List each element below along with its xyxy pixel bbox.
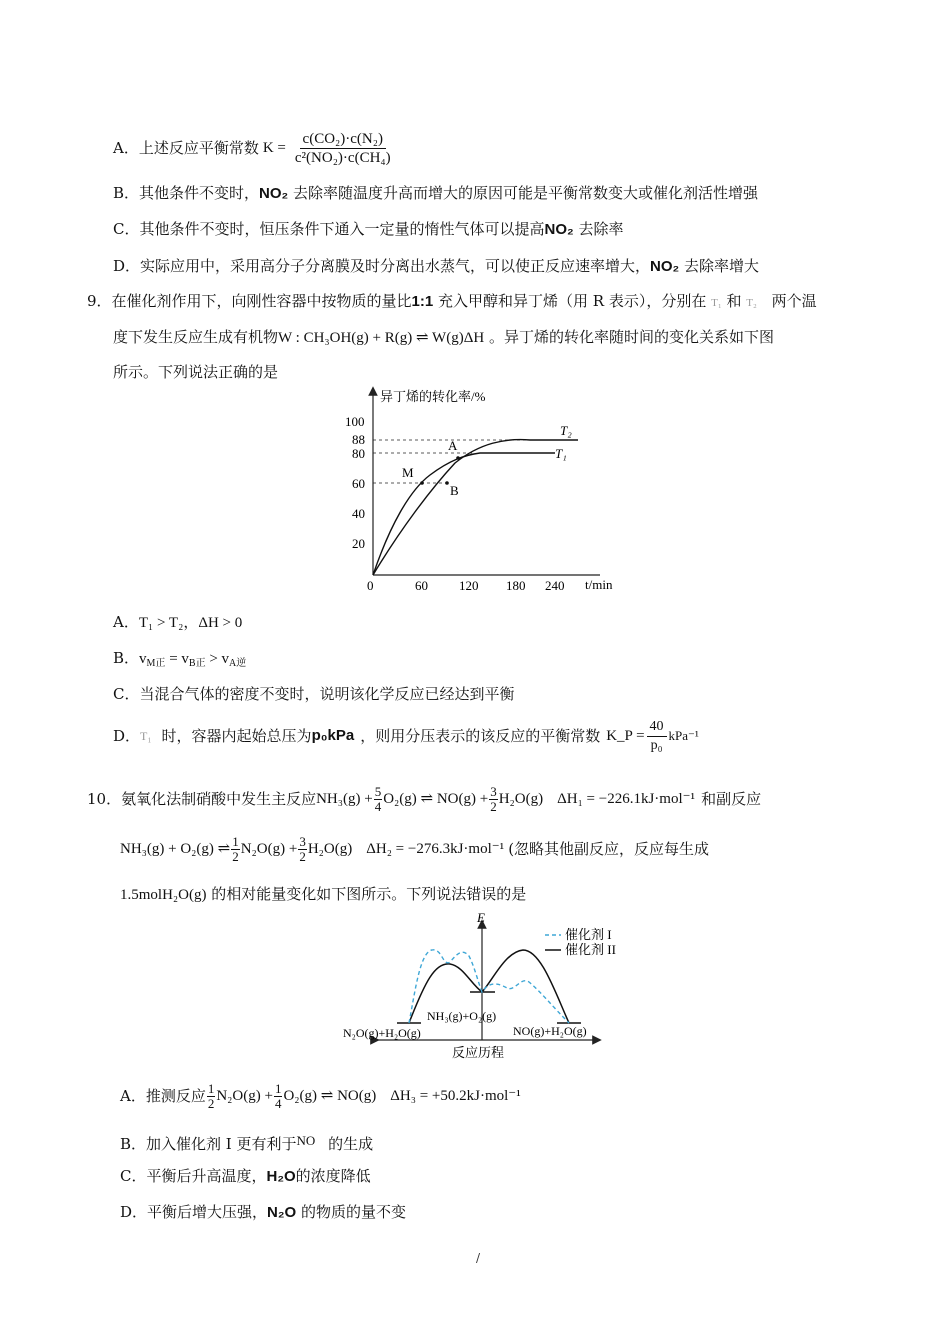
q9-stem-line2: 度下发生反应生成有机物W : CH₃OH(g) + R(g) ⇌ W(g)ΔH 。异丁烯的转化率随时间的变化关系如下图 <box>113 328 774 346</box>
q8-c-chem: NO₂ <box>544 221 574 238</box>
label-right-level: NO(g)+H₂O(g) <box>513 1024 587 1038</box>
q8-option-d: D．实际应用中，采用高分子分离膜及时分离出水蒸气，可以使正反应速率增大，NO₂ 去除率增大 <box>113 257 759 275</box>
q9-option-a: A．T₁ > T₂，ΔH > 0 <box>113 613 243 631</box>
xtick-180: 180 <box>506 578 526 593</box>
label-left-level: N₂O(g)+H₂O(g) <box>343 1026 421 1040</box>
q8-a-fraction: $\frac{\text{c(CO₂)·c(N₂)}}{\text{c²(NO₂)·c(CH₄)}}$ <box>294 130 391 166</box>
q10-stem-line1: 10．氨氧化法制硝酸中发生主反应 NH₃(g) + $\frac{5}{4}$ O₂(g) ⇌ NO(g) + $\frac{3}{2}$ H₂O(g) ΔH₁ = −226.1kJ·mol⁻¹ 和副反应 <box>87 783 762 814</box>
curve-t1 <box>373 453 555 575</box>
label-m: M <box>402 465 414 480</box>
xtick-240: 240 <box>545 578 565 593</box>
ytick-88: 88 <box>352 432 365 447</box>
q10-stem-line2: NH₃(g) + O₂(g) ⇌ 1 2 N₂O(g) + $\frac{3}{2}$ H₂O(g) ΔH₂ = −276.3kJ·mol⁻¹ (忽略其他副反应，反应每生成 <box>120 833 710 864</box>
q8-b-chem: NO₂ <box>259 185 289 202</box>
point-m <box>420 481 424 485</box>
ytick-80: 80 <box>352 446 365 461</box>
label-a: A <box>448 438 458 453</box>
chart-ylabel: 异丁烯的转化率/% <box>380 389 486 404</box>
chart-xlabel: t/min <box>585 577 613 592</box>
q9-option-d: D． T₁ 时，容器内起始总压为 p₀kPa ，则用分压表示的该反应的平衡常数 K_P = $\frac{40}{\text{p₀}}$ kPa⁻¹ <box>113 718 699 753</box>
energy-label: E <box>477 912 485 925</box>
label-center-level: NH₃(g)+O₂(g) <box>427 1009 497 1023</box>
q8-option-c: C．其他条件不变时，恒压条件下通入一定量的惰性气体可以提高NO₂ 去除率 <box>113 220 624 238</box>
reaction-path-label: 反应历程 <box>452 1045 505 1060</box>
label-t2: T₂ <box>560 423 572 438</box>
q8-option-a <box>113 128 396 168</box>
label-t1: T₁ <box>555 446 567 461</box>
xtick-60: 60 <box>415 578 428 593</box>
q8-d-chem: NO₂ <box>650 258 680 275</box>
q8-a-label: A．上述反应平衡常数 <box>113 139 259 157</box>
curve-t2 <box>373 440 578 575</box>
q10-option-b: B．加入催化剂 I 更有利于NO 的生成 <box>120 1133 374 1153</box>
q9-stem-line3: 所示。下列说法正确的是 <box>113 363 279 381</box>
q9-option-b: B．$v_{M正} = v_{B正} > v_{A逆}$ <box>113 649 247 669</box>
q10-stem-line3: 1.5molH₂O(g) 的相对能量变化如下图所示。下列说法错误的是 <box>120 885 527 903</box>
page-footer: / <box>476 1251 481 1265</box>
point-a <box>456 456 460 460</box>
conversion-time-chart <box>340 385 640 597</box>
ytick-100: 100 <box>345 414 365 429</box>
energy-profile-chart <box>335 912 655 1062</box>
q8-a-k: K = <box>262 140 286 156</box>
ytick-40: 40 <box>352 506 365 521</box>
q10-option-d: D．平衡后增大压强，N₂O 的物质的量不变 <box>120 1203 406 1221</box>
ytick-60: 60 <box>352 476 365 491</box>
q10-option-a: A．推测反应 1 2 N₂O(g) + $\frac{1}{4}$ O₂(g) ⇌ NO(g) ΔH₃ = +50.2kJ·mol⁻¹ <box>120 1080 521 1111</box>
point-b <box>445 481 449 485</box>
legend-catalyst-1: 催化剂 I <box>565 927 612 942</box>
q8-option-b: B．其他条件不变时，NO₂ 去除率随温度升高而增大的原因可能是平衡常数变大或催化剂活性增强 <box>113 184 758 202</box>
q9-option-c: C．当混合气体的密度不变时，说明该化学反应已经达到平衡 <box>113 685 515 703</box>
label-b: B <box>450 483 459 498</box>
legend-catalyst-2: 催化剂 II <box>565 942 616 957</box>
ytick-20: 20 <box>352 536 365 551</box>
q10-option-c: C．平衡后升高温度，H₂O的浓度降低 <box>120 1167 371 1185</box>
xtick-120: 120 <box>459 578 479 593</box>
xtick-0: 0 <box>367 578 374 593</box>
q9-stem-line1: 9．在催化剂作用下，向刚性容器中按物质的量比1:1 充入甲醇和异丁烯（用 R 表示），分别在 T₁ 和 T₂ 两个温 <box>87 292 817 310</box>
